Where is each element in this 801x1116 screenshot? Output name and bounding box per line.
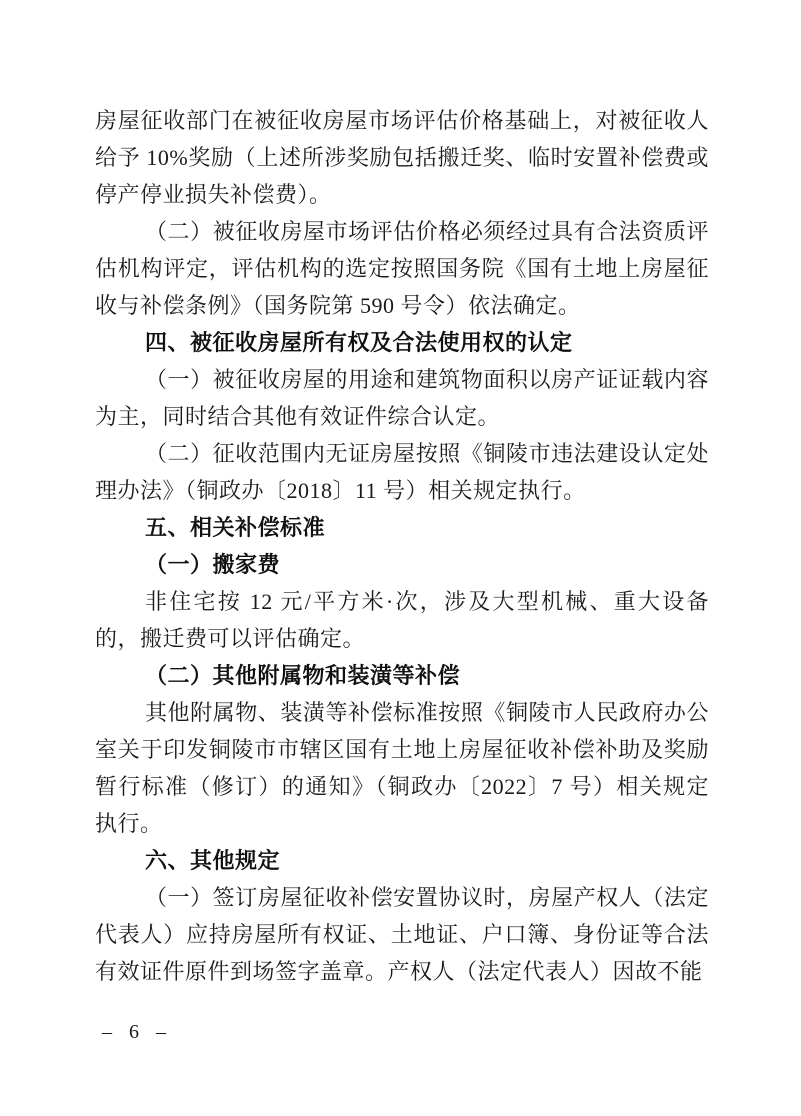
paragraph-continued: 房屋征收部门在被征收房屋市场评估价格基础上，对被征收人给予 10%奖励（上述所涉奖励包括搬迁奖、临时安置补偿费或停产停业损失补偿费）。: [95, 108, 709, 207]
section-heading-4: 四、被征收房屋所有权及合法使用权的认定: [145, 330, 573, 355]
paragraph: 其他附属物、装潢等补偿标准按照《铜陵市人民政府办公室关于印发铜陵市市辖区国有土地上房屋征收补偿补助及奖励暂行标准（修订）的通知》（铜政办〔2022〕7 号）相关规定执行。: [95, 700, 709, 836]
section-heading-5: 五、相关补偿标准: [145, 515, 326, 540]
sub-heading-other-compensation: （二）其他附属物和装潢等补偿: [145, 663, 461, 688]
paragraph: （二）被征收房屋市场评估价格必须经过具有合法资质评估机构评定，评估机构的选定按照国务院《国有土地上房屋征收与补偿条例》（国务院第 590 号令）依法确定。: [95, 219, 709, 318]
paragraph: （二）征收范围内无证房屋按照《铜陵市违法建设认定处理办法》（铜政办〔2018〕11 号）相关规定执行。: [95, 441, 709, 503]
sub-heading-moving-fee: （一）搬家费: [145, 552, 281, 577]
paragraph: 非住宅按 12 元/平方米·次，涉及大型机械、重大设备的，搬迁费可以评估确定。: [95, 589, 709, 651]
paragraph: （一）被征收房屋的用途和建筑物面积以房产证证载内容为主，同时结合其他有效证件综合认定。: [95, 367, 709, 429]
section-heading-6: 六、其他规定: [145, 848, 281, 873]
page-number: – 6 –: [102, 1021, 172, 1043]
paragraph: （一）签订房屋征收补偿安置协议时，房屋产权人（法定代表人）应持房屋所有权证、土地证、户口簿、身份证等合法有效证件原件到场签字盖章。产权人（法定代表人）因故不能: [95, 885, 709, 984]
document-text-block: [95, 102, 709, 990]
